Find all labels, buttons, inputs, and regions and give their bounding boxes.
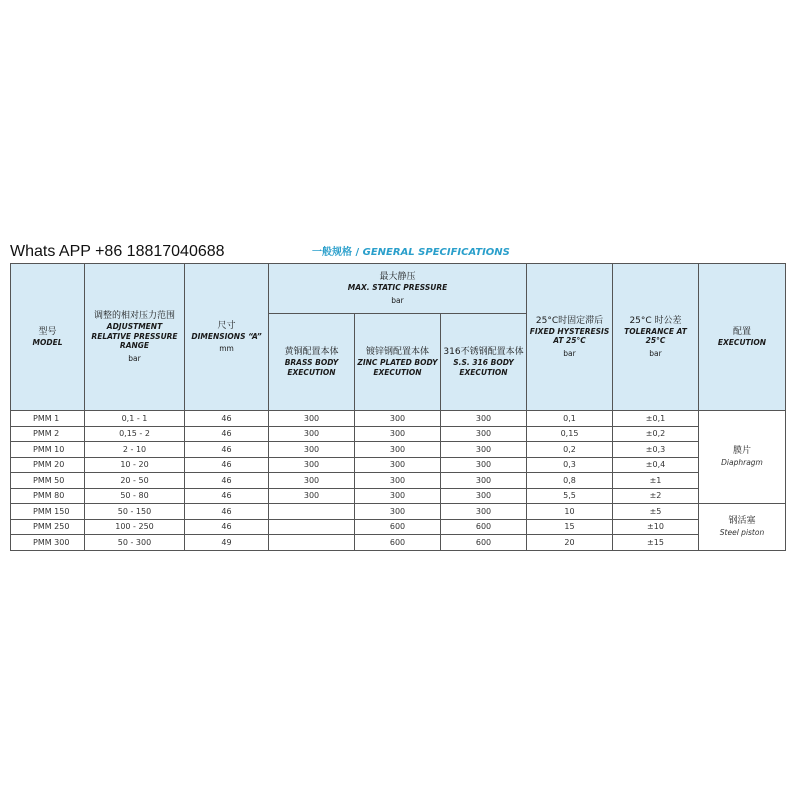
cell-execution-diaphragm: [699, 411, 786, 504]
cell-model: PMM 50: [11, 473, 85, 489]
header-tolerance-unit: bar: [649, 348, 662, 358]
cell-dimensions: 46: [185, 411, 269, 427]
section-title-separator: /: [352, 247, 363, 258]
cell-range: 20 - 50: [85, 473, 185, 489]
cell-zinc: 600: [355, 535, 441, 551]
header-hysteresis: [527, 264, 613, 411]
header-range: [85, 264, 185, 411]
cell-range: 0,15 - 2: [85, 426, 185, 442]
cell-hysteresis: 5,5: [527, 488, 613, 504]
header-model-zh: 型号: [38, 326, 57, 337]
cell-zinc: 300: [355, 473, 441, 489]
header-static-pressure: [269, 264, 527, 314]
cell-range: 10 - 20: [85, 457, 185, 473]
whatsapp-contact: Whats APP +86 18817040688: [10, 243, 225, 260]
section-title-en: GENERAL SPECIFICATIONS: [362, 247, 510, 258]
table-row: [11, 488, 786, 504]
cell-hysteresis: 0,3: [527, 457, 613, 473]
execution-piston-zh: 钢活塞: [728, 516, 756, 527]
cell-zinc: 300: [355, 426, 441, 442]
cell-dimensions: 46: [185, 426, 269, 442]
header-dimensions-unit: mm: [219, 344, 234, 354]
header-range-en: ADJUSTMENT RELATIVE PRESSURE RANGE: [91, 322, 178, 351]
header-ss316: [441, 314, 527, 411]
header-dimensions-en: DIMENSIONS “A”: [191, 331, 262, 341]
cell-tolerance: ±0,1: [613, 411, 699, 427]
header-execution-zh: 配置: [732, 326, 751, 337]
cell-brass: [269, 535, 355, 551]
header-dimensions-zh: 尺寸: [217, 320, 236, 331]
table-row: [11, 519, 786, 535]
cell-dimensions: 46: [185, 457, 269, 473]
cell-execution-steel-piston: [699, 504, 786, 551]
header-brass-zh: 黄铜配置本体: [284, 347, 339, 357]
cell-ss316: 300: [441, 504, 527, 520]
header-static-zh: 最大静压: [379, 272, 416, 282]
header-hysteresis-unit: bar: [563, 348, 576, 358]
header-dimensions: [185, 264, 269, 411]
header-model-en: MODEL: [32, 337, 63, 347]
table-row: [11, 473, 786, 489]
section-title-zh: 一般规格: [312, 247, 352, 258]
cell-brass: 300: [269, 473, 355, 489]
cell-dimensions: 46: [185, 504, 269, 520]
cell-ss316: 300: [441, 411, 527, 427]
cell-tolerance: ±5: [613, 504, 699, 520]
cell-ss316: 300: [441, 473, 527, 489]
cell-tolerance: ±0,4: [613, 457, 699, 473]
header-ss316-zh: 316不锈钢配置本体: [443, 347, 524, 357]
cell-zinc: 300: [355, 411, 441, 427]
header-hysteresis-en: FIXED HYSTERESIS AT 25°C: [529, 327, 610, 346]
cell-tolerance: ±2: [613, 488, 699, 504]
cell-hysteresis: 15: [527, 519, 613, 535]
header-static-en: MAX. STATIC PRESSURE: [347, 283, 448, 293]
cell-model: PMM 250: [11, 519, 85, 535]
header-brass: [269, 314, 355, 411]
cell-hysteresis: 20: [527, 535, 613, 551]
cell-model: PMM 10: [11, 442, 85, 458]
header-zinc-zh: 镀锌钢配置本体: [365, 347, 429, 357]
table-row: [11, 426, 786, 442]
table-row: [11, 504, 786, 520]
cell-ss316: 600: [441, 535, 527, 551]
cell-dimensions: 46: [185, 519, 269, 535]
table-row: [11, 535, 786, 551]
header-tolerance-zh: 25°C 时公差: [629, 315, 682, 326]
cell-tolerance: ±0,3: [613, 442, 699, 458]
cell-model: PMM 150: [11, 504, 85, 520]
table-row: [11, 442, 786, 458]
cell-hysteresis: 0,8: [527, 473, 613, 489]
specifications-table: [10, 263, 786, 551]
cell-tolerance: ±15: [613, 535, 699, 551]
header-model: [11, 264, 85, 411]
header-zinc: [355, 314, 441, 411]
execution-diaphragm-zh: 膜片: [732, 446, 751, 457]
header-range-zh: 调整的相对压力范围: [93, 311, 175, 322]
header-brass-en: BRASS BODY EXECUTION: [284, 358, 339, 377]
cell-model: PMM 20: [11, 457, 85, 473]
cell-ss316: 300: [441, 426, 527, 442]
header-execution-en: EXECUTION: [717, 337, 767, 347]
cell-hysteresis: 0,2: [527, 442, 613, 458]
cell-brass: 300: [269, 442, 355, 458]
cell-tolerance: ±0,2: [613, 426, 699, 442]
cell-ss316: 300: [441, 442, 527, 458]
specifications-body: [11, 411, 786, 551]
header-static-unit: bar: [391, 295, 404, 305]
cell-hysteresis: 0,1: [527, 411, 613, 427]
header-zinc-en: ZINC PLATED BODY EXECUTION: [357, 358, 438, 377]
header-execution: [699, 264, 786, 411]
cell-model: PMM 2: [11, 426, 85, 442]
table-row: [11, 457, 786, 473]
cell-brass: 300: [269, 488, 355, 504]
cell-model: PMM 80: [11, 488, 85, 504]
section-title: [312, 243, 510, 258]
cell-brass: [269, 504, 355, 520]
header-hysteresis-zh: 25°C时固定滞后: [535, 315, 604, 326]
cell-brass: 300: [269, 426, 355, 442]
cell-zinc: 300: [355, 504, 441, 520]
cell-hysteresis: 10: [527, 504, 613, 520]
cell-range: 2 - 10: [85, 442, 185, 458]
cell-brass: 300: [269, 411, 355, 427]
header-ss316-en: S.S. 316 BODY EXECUTION: [453, 358, 514, 377]
cell-hysteresis: 0,15: [527, 426, 613, 442]
execution-piston-en: Steel piston: [719, 527, 765, 537]
cell-range: 0,1 - 1: [85, 411, 185, 427]
cell-tolerance: ±10: [613, 519, 699, 535]
cell-range: 50 - 150: [85, 504, 185, 520]
header-tolerance-en: TOLERANCE AT 25°C: [624, 327, 687, 346]
cell-dimensions: 46: [185, 473, 269, 489]
cell-ss316: 300: [441, 457, 527, 473]
header-range-unit: bar: [128, 353, 141, 363]
cell-zinc: 600: [355, 519, 441, 535]
cell-range: 100 - 250: [85, 519, 185, 535]
cell-model: PMM 1: [11, 411, 85, 427]
cell-dimensions: 46: [185, 488, 269, 504]
header-tolerance: [613, 264, 699, 411]
cell-zinc: 300: [355, 457, 441, 473]
cell-brass: [269, 519, 355, 535]
cell-zinc: 300: [355, 488, 441, 504]
cell-dimensions: 49: [185, 535, 269, 551]
cell-brass: 300: [269, 457, 355, 473]
cell-model: PMM 300: [11, 535, 85, 551]
table-row: [11, 411, 786, 427]
cell-ss316: 300: [441, 488, 527, 504]
cell-range: 50 - 80: [85, 488, 185, 504]
cell-ss316: 600: [441, 519, 527, 535]
cell-range: 50 - 300: [85, 535, 185, 551]
cell-dimensions: 46: [185, 442, 269, 458]
cell-zinc: 300: [355, 442, 441, 458]
execution-diaphragm-en: Diaphragm: [721, 458, 763, 468]
cell-tolerance: ±1: [613, 473, 699, 489]
